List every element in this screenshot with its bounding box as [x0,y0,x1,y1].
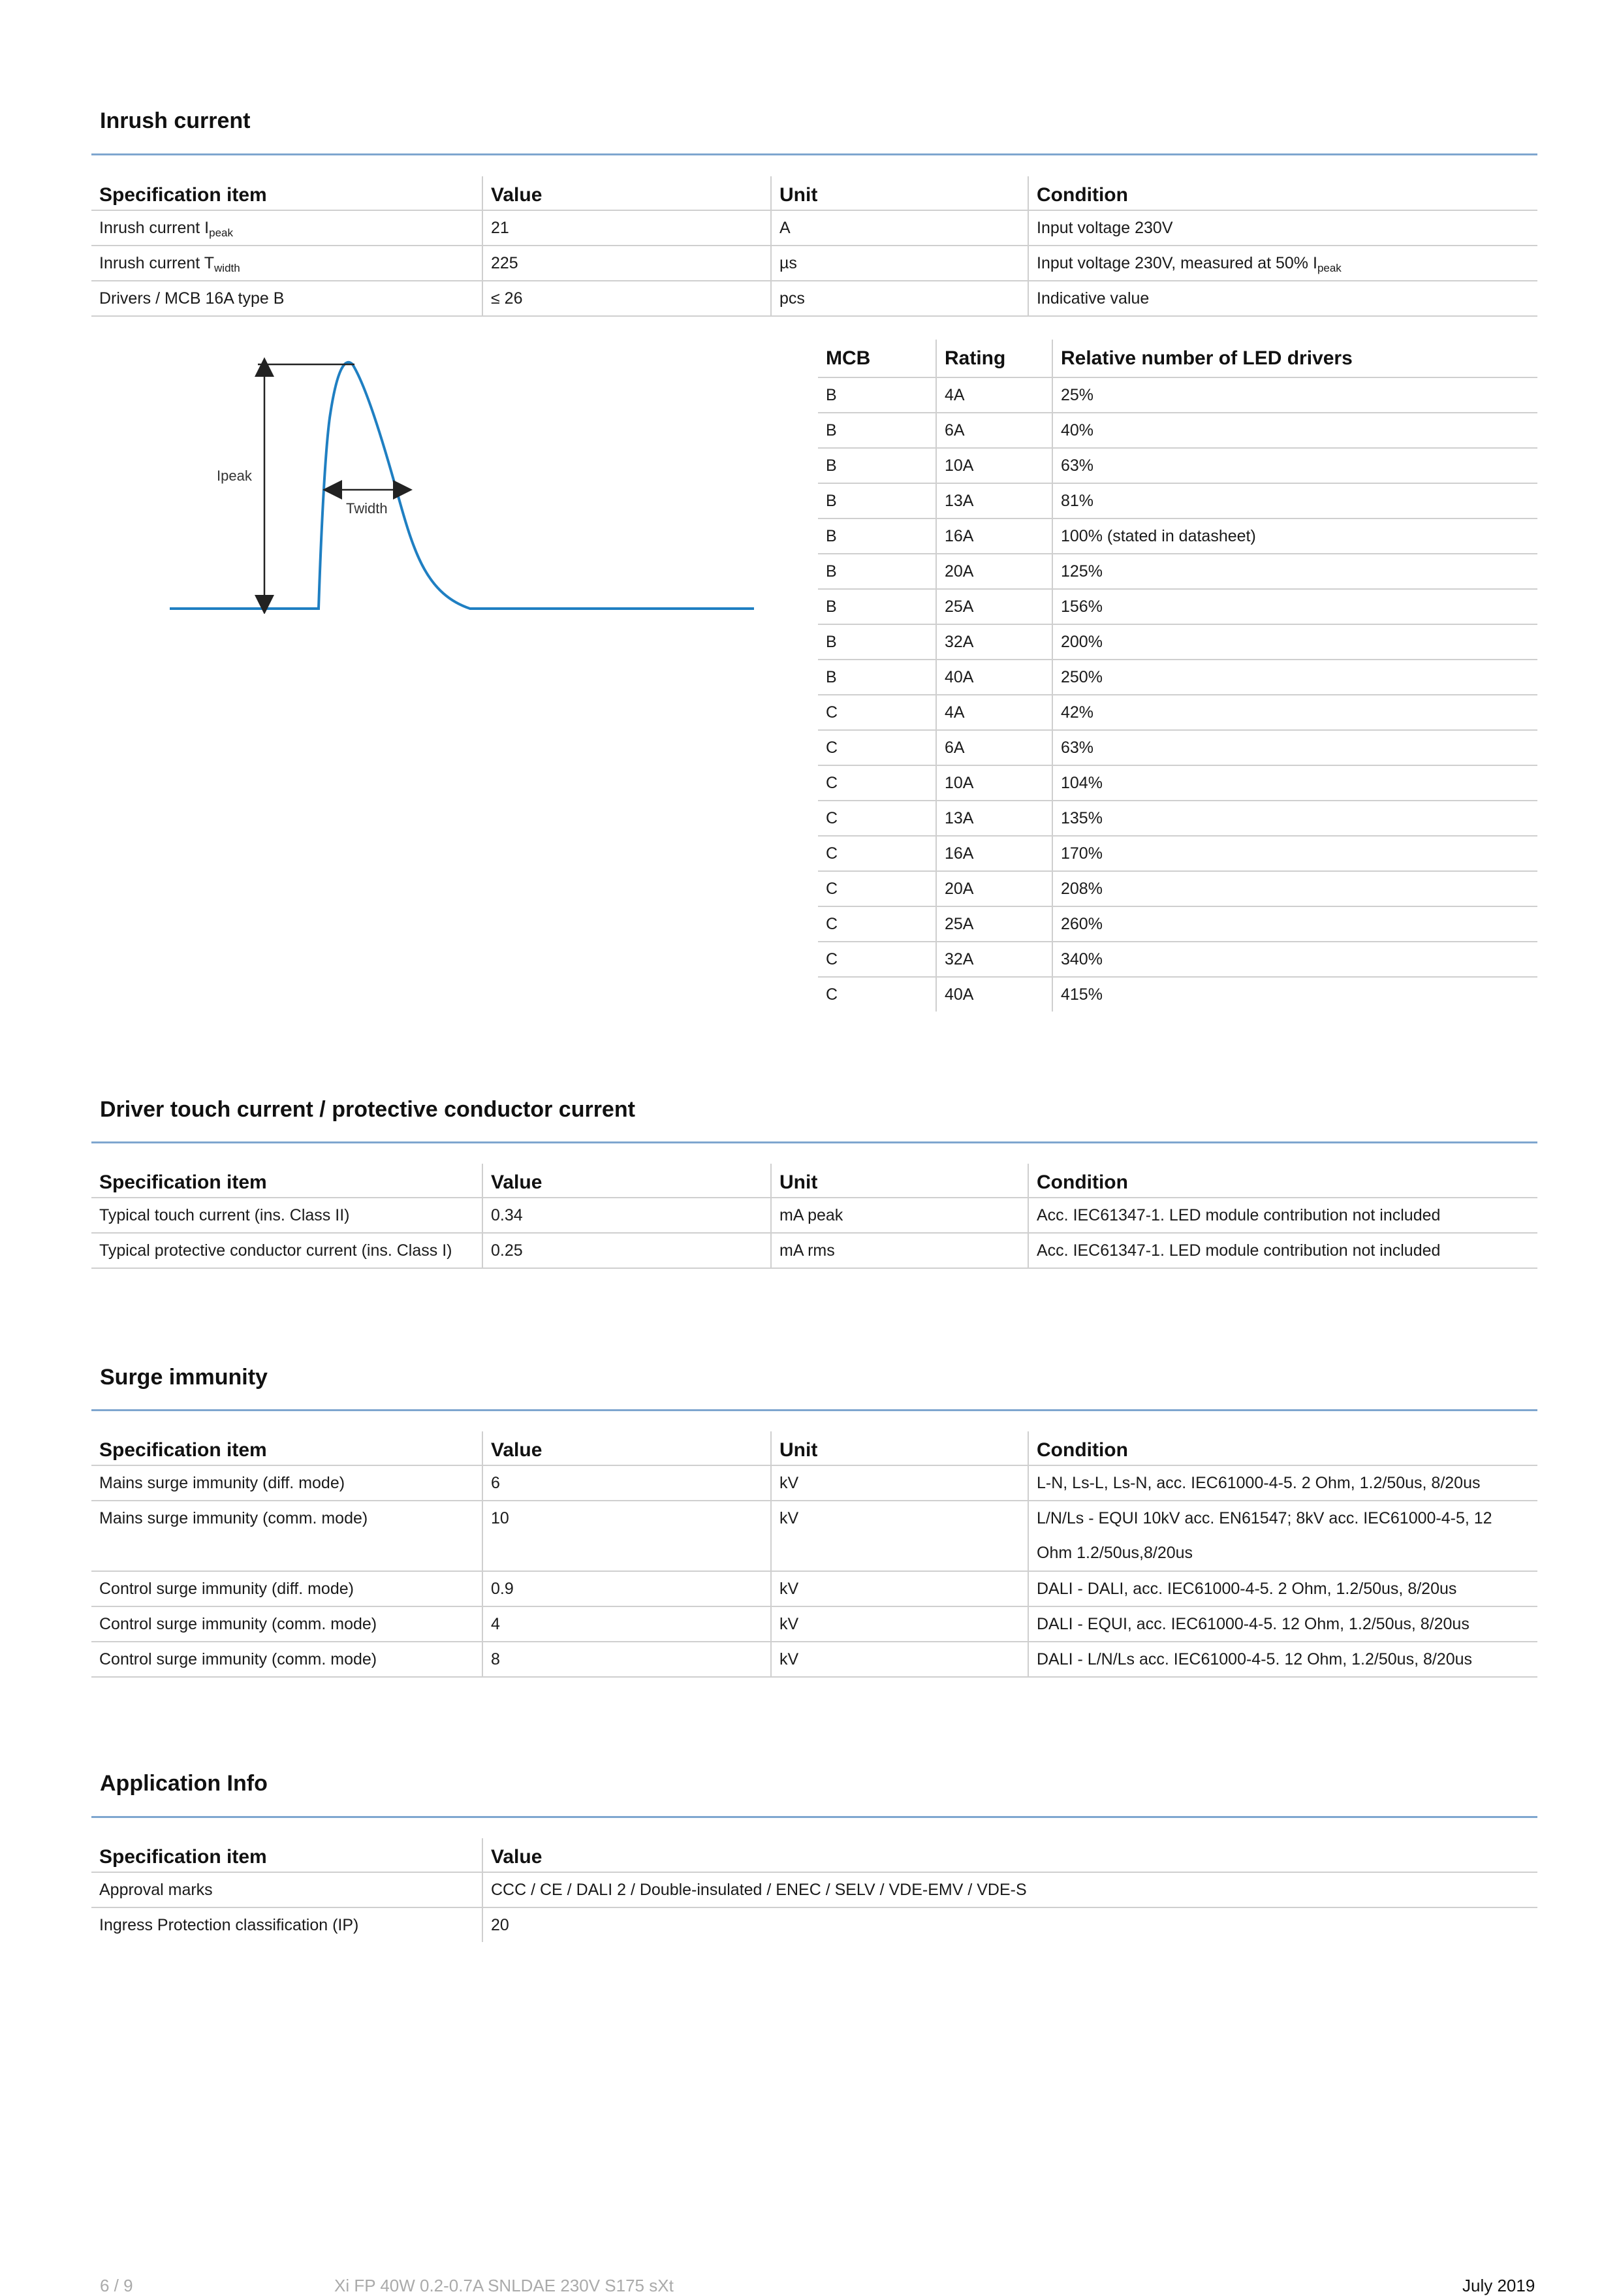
rating-cell: 6A [935,413,1052,447]
mcb-type-cell: C [826,844,838,863]
condition-cell: Indicative value [1028,281,1537,315]
header-cell: Condition [1028,176,1537,210]
relative-count-cell: 250% [1052,660,1537,694]
table-row [818,872,1537,907]
table-header-row [818,340,1537,378]
footer-product-name: Xi FP 40W 0.2-0.7A SNLDAE 230V S175 sXt [334,2276,674,2295]
unit-cell: kV [770,1466,1028,1500]
table-row [818,801,1537,837]
header-cell: Relative number of LED drivers [1052,340,1537,377]
condition-cell: L/N/Ls - EQUI 10kV acc. EN61547; 8kV acc. IEC61000-4-5, 12 Ohm 1.2/50us,8/20us [1028,1501,1537,1571]
value-cell: 0.9 [482,1572,770,1606]
header-cell: MCB [826,347,871,369]
value-cell: ≤ 26 [482,281,770,315]
rating-cell: 25A [935,590,1052,624]
section-title-inrush: Inrush current [100,108,251,133]
mcb-type-cell: C [826,809,838,827]
rating-cell: 16A [935,837,1052,870]
unit-cell: mA rms [770,1234,1028,1268]
condition-cell: L-N, Ls-L, Ls-N, acc. IEC61000-4-5. 2 Ohm, 1.2/50us, 8/20us [1028,1466,1537,1500]
spec-item-cell: Mains surge immunity (comm. mode) [99,1509,368,1527]
section-rule [91,1409,1537,1411]
section-rule [91,153,1537,155]
unit-cell: µs [770,246,1028,280]
table-row [818,978,1537,1012]
section-title-touch-current: Driver touch current / protective conductor current [100,1097,635,1122]
rating-cell: 13A [935,484,1052,518]
relative-count-cell: 63% [1052,731,1537,765]
table-row [818,554,1537,590]
mcb-type-cell: B [826,456,837,475]
surge-immunity-table [91,1431,1537,1678]
relative-count-cell: 42% [1052,695,1537,729]
relative-count-cell: 81% [1052,484,1537,518]
mcb-table [818,340,1537,1012]
table-row [91,1607,1537,1642]
table-row [91,1466,1537,1501]
rating-cell: 13A [935,801,1052,835]
mcb-type-cell: C [826,985,838,1004]
application-info-table [91,1838,1537,1942]
table-row [91,1572,1537,1607]
relative-count-cell: 25% [1052,378,1537,412]
unit-cell: kV [770,1501,1028,1571]
value-cell: 225 [482,246,770,280]
table-row [91,1642,1537,1678]
spec-item-cell: Control surge immunity (comm. mode) [99,1650,377,1668]
ipeak-label: Ipeak [217,468,252,484]
relative-count-cell: 170% [1052,837,1537,870]
table-row [818,413,1537,449]
table-header-row [91,1431,1537,1466]
rating-cell: 20A [935,872,1052,906]
rating-cell: 10A [935,449,1052,483]
mcb-type-cell: B [826,598,837,616]
section-title-surge-immunity: Surge immunity [100,1365,268,1390]
mcb-type-cell: C [826,774,838,792]
header-cell: Unit [770,1431,1028,1465]
condition-cell: Acc. IEC61347-1. LED module contribution not included [1028,1198,1537,1232]
twidth-label: Twidth [346,500,388,517]
table-row [818,519,1537,554]
spec-item-cell: Approval marks [99,1881,213,1899]
header-cell: Unit [770,176,1028,210]
spec-item-cell: Control surge immunity (diff. mode) [99,1580,354,1598]
table-header-row [91,1838,1537,1873]
table-row [91,281,1537,317]
spec-item-cell: Control surge immunity (comm. mode) [99,1615,377,1633]
header-cell: Specification item [99,1439,267,1461]
table-row [818,837,1537,872]
unit-cell: mA peak [770,1198,1028,1232]
header-cell: Specification item [99,1846,267,1868]
section-rule [91,1816,1537,1818]
section-rule [91,1141,1537,1143]
mcb-type-cell: C [826,950,838,968]
value-cell: 4 [482,1607,770,1641]
relative-count-cell: 63% [1052,449,1537,483]
value-cell: 20 [482,1908,1537,1942]
inrush-table [91,176,1537,317]
value-cell: 8 [482,1642,770,1676]
waveform-curve [170,362,754,609]
mcb-type-cell: B [826,633,837,651]
header-cell: Value [482,1431,770,1465]
value-cell: 0.34 [482,1198,770,1232]
unit-cell: kV [770,1642,1028,1676]
table-row [818,695,1537,731]
table-row [818,378,1537,413]
rating-cell: 40A [935,978,1052,1012]
mcb-type-cell: C [826,915,838,933]
mcb-type-cell: B [826,386,837,404]
header-cell: Unit [770,1164,1028,1197]
spec-item-cell: Mains surge immunity (diff. mode) [99,1474,345,1492]
value-cell: CCC / CE / DALI 2 / Double-insulated / ENEC / SELV / VDE-EMV / VDE-S [482,1873,1537,1907]
table-row [91,211,1537,246]
mcb-type-cell: B [826,668,837,686]
table-row [818,731,1537,766]
rating-cell: 6A [935,731,1052,765]
header-cell: Specification item [99,1172,267,1193]
rating-cell: 20A [935,554,1052,588]
table-row [818,942,1537,978]
table-row [818,449,1537,484]
table-row [91,1198,1537,1234]
spec-item-cell: Ingress Protection classification (IP) [99,1916,359,1934]
rating-cell: 32A [935,942,1052,976]
table-header-row [91,1164,1537,1198]
value-cell: 10 [482,1501,770,1571]
relative-count-cell: 125% [1052,554,1537,588]
relative-count-cell: 156% [1052,590,1537,624]
condition-cell: Acc. IEC61347-1. LED module contribution not included [1028,1234,1537,1268]
relative-count-cell: 200% [1052,625,1537,659]
header-cell: Value [482,1838,1537,1872]
rating-cell: 32A [935,625,1052,659]
header-cell: Rating [935,340,1052,377]
relative-count-cell: 100% (stated in datasheet) [1052,519,1537,553]
table-header-row [91,176,1537,211]
table-row [818,660,1537,695]
inrush-waveform-diagram [166,353,761,614]
value-cell: 6 [482,1466,770,1500]
table-row [818,590,1537,625]
unit-cell: pcs [770,281,1028,315]
mcb-type-cell: C [826,880,838,898]
table-row [91,1234,1537,1269]
unit-cell: kV [770,1572,1028,1606]
table-row [818,907,1537,942]
mcb-type-cell: B [826,492,837,510]
mcb-type-cell: B [826,527,837,545]
table-row [818,625,1537,660]
table-row [91,1908,1537,1942]
condition-cell: Input voltage 230V [1028,211,1537,245]
spec-item-cell: Drivers / MCB 16A type B [99,289,285,308]
relative-count-cell: 208% [1052,872,1537,906]
header-cell: Condition [1028,1164,1537,1197]
rating-cell: 10A [935,766,1052,800]
condition-cell: DALI - EQUI, acc. IEC61000-4-5. 12 Ohm, 1.2/50us, 8/20us [1028,1607,1537,1641]
rating-cell: 4A [935,695,1052,729]
table-row [818,484,1537,519]
mcb-type-cell: B [826,562,837,581]
unit-cell: A [770,211,1028,245]
condition-cell: DALI - L/N/Ls acc. IEC61000-4-5. 12 Ohm, 1.2/50us, 8/20us [1028,1642,1537,1676]
rating-cell: 4A [935,378,1052,412]
header-cell: Value [482,1164,770,1197]
relative-count-cell: 415% [1052,978,1537,1012]
condition-cell: DALI - DALI, acc. IEC61000-4-5. 2 Ohm, 1.2/50us, 8/20us [1028,1572,1537,1606]
mcb-type-cell: C [826,739,838,757]
mcb-type-cell: C [826,703,838,722]
rating-cell: 25A [935,907,1052,941]
relative-count-cell: 104% [1052,766,1537,800]
spec-item-cell: Typical protective conductor current (ins. Class I) [99,1241,452,1260]
rating-cell: 40A [935,660,1052,694]
relative-count-cell: 135% [1052,801,1537,835]
condition-cell: Input voltage 230V, measured at 50% $I_{peak}$ [1028,246,1537,280]
value-cell: 0.25 [482,1234,770,1268]
rating-cell: 16A [935,519,1052,553]
relative-count-cell: 260% [1052,907,1537,941]
header-cell: Value [482,176,770,210]
table-row [818,766,1537,801]
header-cell: Condition [1028,1431,1537,1465]
relative-count-cell: 40% [1052,413,1537,447]
section-title-application-info: Application Info [100,1771,268,1796]
table-row [91,246,1537,281]
footer-date: July 2019 [1462,2276,1535,2295]
spec-item-cell: Inrush current $T_{width}$ [99,254,240,274]
mcb-type-cell: B [826,421,837,439]
table-row [91,1501,1537,1572]
value-cell: 21 [482,211,770,245]
unit-cell: kV [770,1607,1028,1641]
header-cell: Specification item [99,184,267,206]
table-row [91,1873,1537,1908]
footer-page-number: 6 / 9 [100,2276,133,2295]
spec-item-cell: Inrush current $I_{peak}$ [99,219,234,239]
spec-item-cell: Typical touch current (ins. Class II) [99,1206,350,1224]
relative-count-cell: 340% [1052,942,1537,976]
touch-current-table [91,1164,1537,1269]
